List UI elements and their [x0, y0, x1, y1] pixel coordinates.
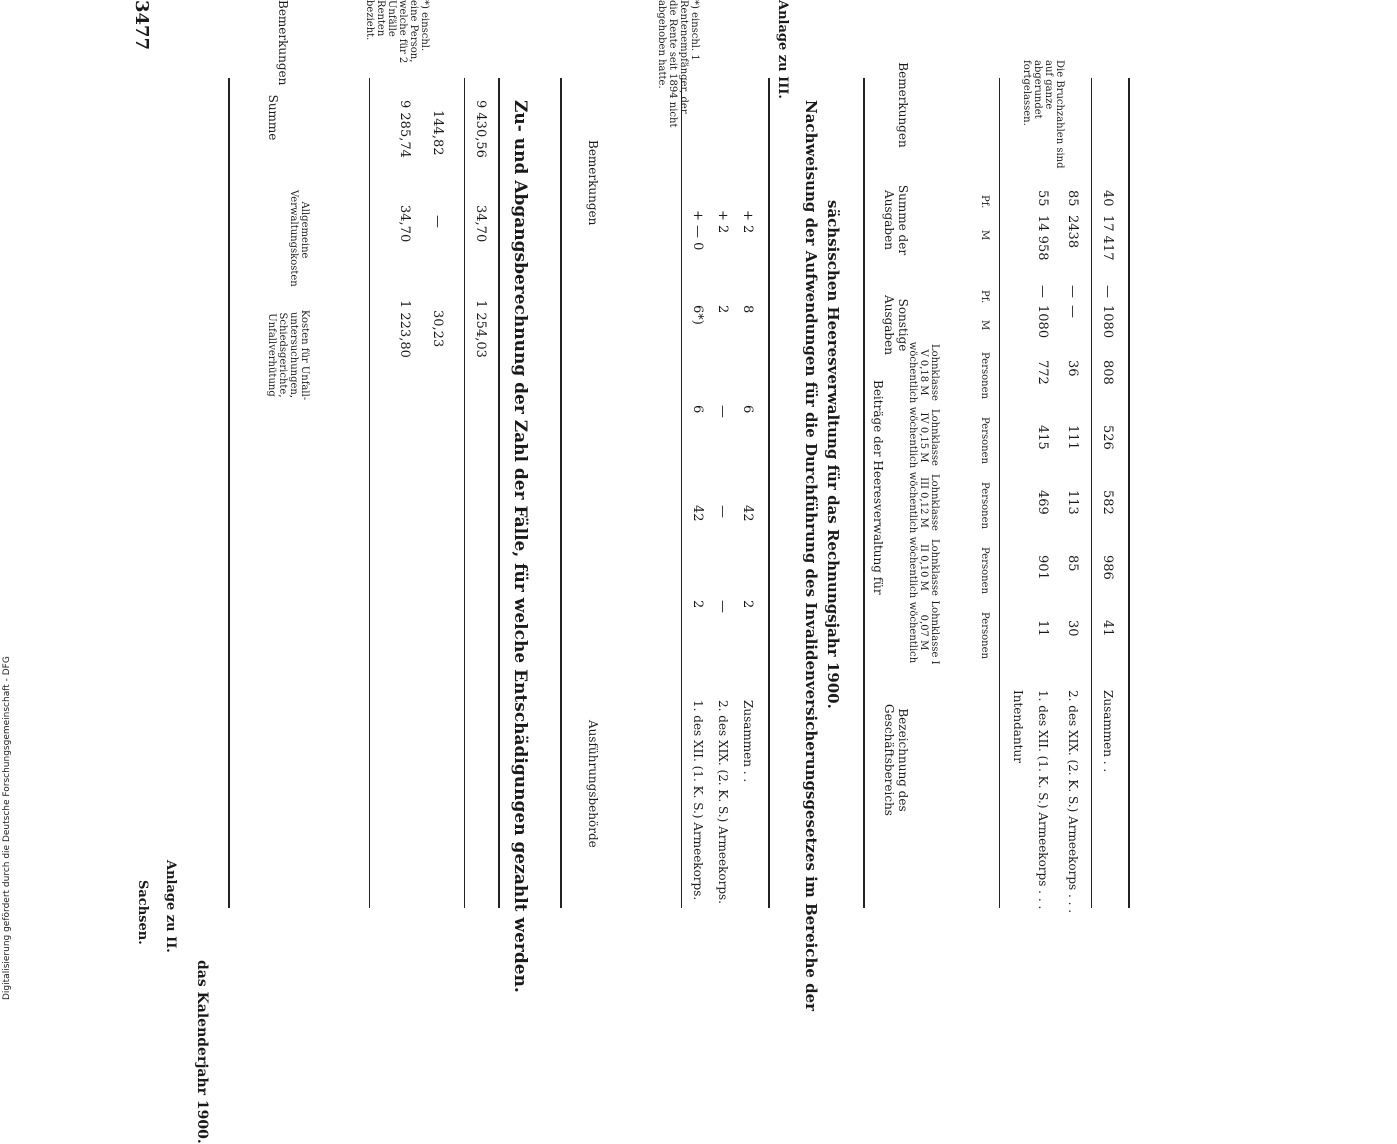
table3-total-rule: [1091, 78, 1092, 908]
table3-col-summe: Summe der Ausgaben: [882, 184, 910, 256]
class5-header: Lohnklasse V 0,18 M wöchentlich: [907, 341, 940, 404]
table2-top-rule: [560, 78, 562, 908]
table1-top-rule: [228, 78, 230, 908]
class3-unit: Personen: [979, 482, 990, 529]
class2-unit: Personen: [979, 547, 990, 594]
table2-bottom-rule: [768, 78, 770, 908]
t3-r3-v5: 808: [1100, 360, 1115, 385]
class4-unit: Personen: [979, 417, 990, 464]
sonstige-unit-m: M: [979, 320, 990, 331]
table3-title-line2: sächsischen Heeresverwaltung für das Rechnungsjahr 1900.: [824, 200, 842, 709]
t3-r1-sum-pf: 55: [1035, 190, 1050, 207]
table1-col-summe: Summe: [266, 94, 280, 141]
t3-r3-v4: 526: [1100, 425, 1115, 450]
t1-r1-summe: 9 285,74: [397, 100, 412, 158]
t2-r2-zahl: —: [715, 600, 730, 613]
t3-r2-v2: 85: [1065, 555, 1080, 572]
t3-r2-sum: 2438: [1065, 215, 1080, 249]
t2-r1-zugang: 6*): [690, 305, 705, 325]
t3-r2-v4: 111: [1065, 425, 1080, 450]
t2-r2-label: 2. des XIX. (2. K. S.) Armeekorps.: [716, 700, 730, 904]
class3-header: Lohnklasse III 0,12 M wöchentlich: [907, 471, 940, 534]
t3-r3-v3: 582: [1100, 490, 1115, 515]
t3-r2-v3: 113: [1065, 490, 1080, 515]
t3-intendantur: Intendantur: [1011, 690, 1025, 763]
t1-r3-allg: 34,70: [473, 205, 488, 243]
table3-top-rule: [863, 78, 865, 908]
t3-r2-label: 2. des XIX. (2. K. S.) Armeekorps . . .: [1066, 690, 1080, 914]
t3-r3-sum-pf: 40: [1100, 190, 1115, 207]
table2-header-rule: [681, 78, 682, 908]
t2-r2-abgang: —: [715, 405, 730, 418]
t2-r3-abgang: 6: [740, 405, 755, 414]
t3-r3-sum: 17 417: [1100, 215, 1115, 261]
t3-r3-sonst-pf: —: [1100, 285, 1115, 298]
t2-r1-zahl: 2: [690, 600, 705, 609]
t3-r1-label: 1. des XII. (1. K. S.) Armeekorps . . .: [1036, 690, 1050, 910]
t2-r3-bestand: 42: [740, 505, 755, 522]
t1-r2-allg: —: [430, 215, 445, 228]
t2-r2-bestand: —: [715, 505, 730, 518]
sachsen-label: Sachsen.: [135, 880, 150, 945]
t2-r3-diff: + 2: [740, 210, 755, 234]
table2-note: *) einschl. 1 Rentenempfänger, der die Rente seit 1894 nicht abgehoben hatte.: [656, 0, 700, 128]
table1-total-rule: [464, 78, 465, 908]
class2-header: Lohnklasse II 0,10 M wöchentlich: [907, 536, 940, 599]
t1-r2-kosten: 30,23: [430, 310, 445, 348]
summe-unit-pf: Pf.: [979, 195, 990, 209]
class1-header: Lohnklasse I 0,07 M wöchentlich: [907, 600, 940, 665]
t1-r1-kosten: 1 223,80: [397, 300, 412, 358]
t2-r3-label: Zusammen . .: [741, 700, 755, 783]
t3-r2-sum-pf: 85: [1065, 190, 1080, 207]
page-number: 3477: [131, 0, 152, 51]
t2-r1-abgang: 6: [690, 405, 705, 414]
t3-r1-v4: 415: [1035, 425, 1050, 450]
table1-header-rule: [369, 78, 370, 908]
t2-r2-diff: + 2: [715, 210, 730, 234]
t3-r2-sonst-pf: —: [1065, 285, 1080, 298]
t1-r3-kosten: 1 254,03: [473, 300, 488, 358]
table3-col-bezeichnung: Bezeichnung des Geschäftsbereichs: [882, 704, 910, 816]
class1-unit: Personen: [979, 612, 990, 659]
t3-r3-v1: 41: [1100, 620, 1115, 637]
t3-r2-v1: 30: [1065, 620, 1080, 637]
t2-r1-bestand: 42: [690, 505, 705, 522]
t1-r1-allg: 34,70: [397, 205, 412, 243]
t1-r2-summe: 144,82: [430, 110, 445, 156]
table3-note: Die Bruchzahlen sind auf ganze abgerundet fortgelassen.: [1021, 60, 1065, 169]
t3-r1-sonst: 1080: [1035, 305, 1050, 339]
table2-col-bem: Bemerkungen: [586, 140, 600, 226]
t3-r3-v2: 986: [1100, 555, 1115, 580]
t3-r1-sonst-pf: —: [1035, 285, 1050, 298]
table1-bottom-rule: [498, 78, 500, 908]
t1-r3-summe: 9 430,56: [473, 100, 488, 158]
t2-r3-zugang: 8: [740, 305, 755, 314]
t2-r1-diff: + — 0: [690, 210, 705, 251]
class5-unit: Personen: [979, 352, 990, 399]
t3-r1-v3: 469: [1035, 490, 1050, 515]
t2-r2-zugang: 2: [715, 305, 730, 314]
table3-anlage: Anlage zu III.: [775, 0, 790, 99]
t3-r1-v2: 901: [1035, 555, 1050, 580]
table3-col-bem: Bemerkungen: [896, 62, 910, 148]
table1-col-allg: Allgemeine Verwaltungskosten: [288, 190, 310, 287]
summe-unit-m: M: [979, 230, 990, 241]
anlage-ii-label: Anlage zu II.: [163, 860, 178, 953]
t3-r2-sonst: —: [1065, 305, 1080, 318]
table1-note: *) einschl. eine Person, welche für 2 Unfälle Renten bezieht.: [364, 0, 430, 64]
dfg-footer: Digitalisierung gefördert durch die Deutsche Forschungsgemeinschaft - DFG: [2, 656, 12, 1000]
t3-r3-label: Zusammen . .: [1101, 690, 1115, 773]
t2-r1-label: 1. des XII. (1. K. S.) Armeekorps.: [691, 700, 705, 901]
table2-col-behoerde: Ausführungsbehörde: [586, 720, 600, 848]
t3-r1-v5: 772: [1035, 360, 1050, 385]
class4-header: Lohnklasse IV 0,15 M wöchentlich: [907, 406, 940, 469]
t3-r3-sonst: 1080: [1100, 305, 1115, 339]
rotated-page-content: [110, 0, 1290, 1144]
t3-r1-v1: 11: [1035, 620, 1050, 637]
t2-r3-zahl: 2: [740, 600, 755, 609]
table1-col-kosten: Kosten für Unfall-untersuchungen, Schiedsgerichte, Unfallverhütung: [266, 309, 310, 401]
table1-section-heading: das Kalenderjahr 1900.: [194, 960, 210, 1144]
table3-bottom-rule: [1128, 78, 1130, 908]
table3-header-rule: [999, 78, 1000, 908]
sonstige-unit-pf: Pf.: [979, 290, 990, 304]
table3-col-sonstige: Sonstige Ausgaben: [882, 295, 910, 355]
table1-col-bem: Bemerkungen: [276, 0, 290, 86]
table3-col-beitraege: Beiträge der Heeresverwaltung für: [871, 380, 885, 595]
table2-title: Zu- und Abgangsberechnung der Zahl der Fälle, für welche Entschädigungen gezahlt werden.: [510, 100, 530, 993]
t3-r1-sum: 14 958: [1035, 215, 1050, 261]
table3-title-line1: Nachweisung der Aufwendungen für die Durchführung des Invalidenversicherungsgesetzes im Bereiche der: [802, 100, 820, 1012]
t3-r2-v5: 36: [1065, 360, 1080, 377]
